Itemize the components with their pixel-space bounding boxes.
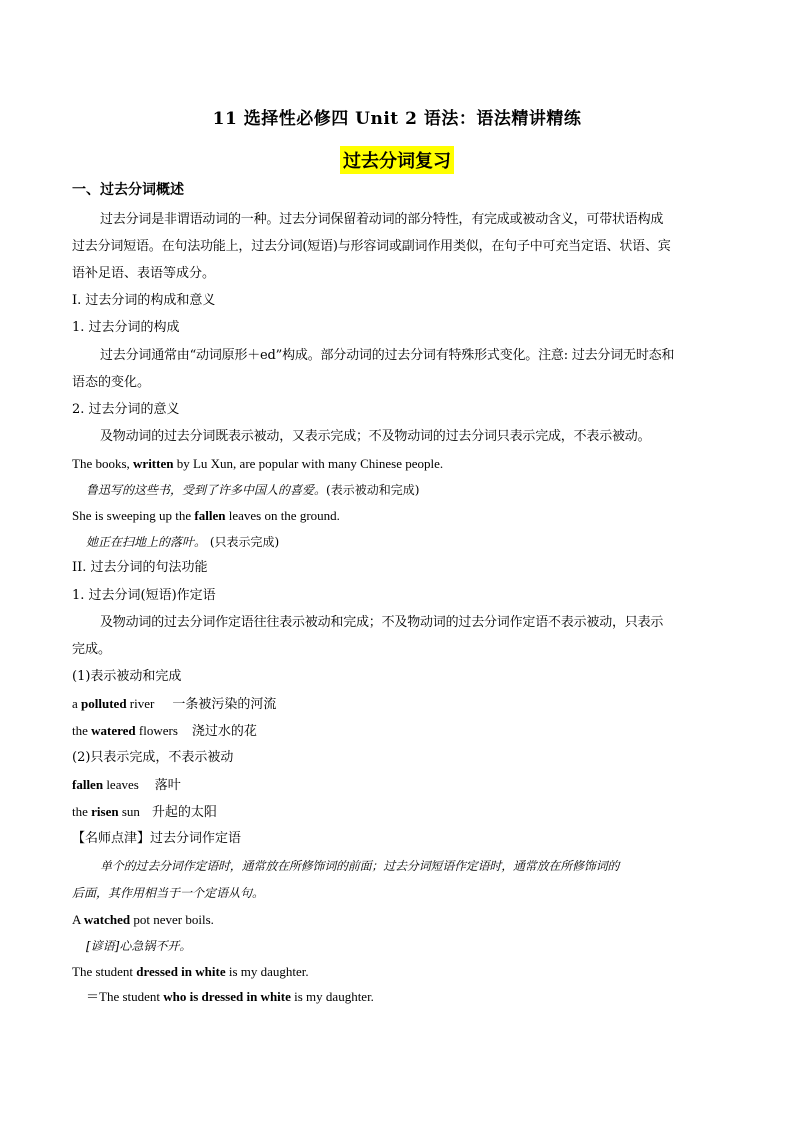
phrase-risen-sun [72, 802, 722, 822]
section1-intro-line1: 过去分词是非谓语动词的一种。过去分词保留着动词的部分特性，有完成或被动含义，可带状语构成 [100, 212, 664, 227]
example5-post: is my daughter. [290, 989, 374, 1004]
example3-keyword: watched [83, 912, 131, 927]
example1-pre: The books, [72, 456, 134, 471]
part1-sub1: 1. 过去分词的构成 [72, 320, 180, 335]
tip-line1: 单个的过去分词作定语时，通常放在所修饰词的前面；过去分词短语作定语时，通常放在所修饰词的 [100, 859, 620, 873]
phrase2-keyword: watered [91, 723, 136, 738]
example3-sentence [72, 910, 722, 930]
phrase4-pre: the [72, 804, 92, 819]
example1-keyword: written [133, 456, 174, 471]
part1-heading: I. 过去分词的构成和意义 [72, 293, 216, 308]
phrase4-keyword: risen [91, 804, 119, 819]
example2-keyword: fallen [194, 508, 226, 523]
phrase2-post: flowers [135, 723, 178, 738]
example3-pre: A [72, 912, 84, 927]
example2-post: leaves on the ground. [225, 508, 340, 523]
example3-translation: [谚语]心急锅不开。 [86, 939, 192, 953]
phrase2-chinese: 浇过水的花 [191, 723, 257, 738]
example1-chinese: 鲁迅写的这些书，受到了许多中国人的喜爱。 [86, 483, 327, 497]
example1-note: (表示被动和完成) [326, 483, 420, 497]
phrase3-post: leaves [103, 777, 139, 792]
part2-sub1-line1: 及物动词的过去分词作定语往往表示被动和完成；不及物动词的过去分词作定语不表示被动，只表示 [100, 615, 664, 630]
example2-sentence [72, 506, 722, 526]
phrase1-keyword: polluted [81, 696, 127, 711]
example1-sentence [72, 454, 722, 474]
part1-sub2: 2. 过去分词的意义 [72, 402, 180, 417]
example4-post: is my daughter. [225, 964, 309, 979]
part2-heading: II. 过去分词的句法功能 [72, 560, 208, 575]
example1-translation [86, 480, 736, 501]
example2-pre: She is sweeping up the [72, 508, 195, 523]
example2-chinese: 她正在扫地上的落叶。 [86, 535, 207, 549]
part2-case1: (1)表示被动和完成 [72, 669, 182, 684]
phrase1-chinese: 一条被污染的河流 [172, 696, 277, 711]
part1-sub1-line2: 语态的变化。 [72, 375, 151, 390]
phrase2-pre: the [72, 723, 92, 738]
part2-case2: (2)只表示完成，不表示被动 [72, 750, 234, 765]
example4-pre: The student [72, 964, 137, 979]
part1-sub2-line1: 及物动词的过去分词既表示被动，又表示完成；不及物动词的过去分词只表示完成，不表示被动。 [100, 429, 651, 444]
example4-sentence [72, 962, 722, 982]
tip-heading: 【名师点津】过去分词作定语 [72, 831, 242, 846]
part2-sub1-line2: 完成。 [72, 642, 112, 657]
example5-pre: ＝The student [86, 989, 164, 1004]
phrase1-post: river [126, 696, 155, 711]
example2-note: (只表示完成) [206, 535, 280, 549]
phrase-polluted-river [72, 694, 722, 714]
subtitle-wrap [0, 146, 794, 174]
example5-sentence [86, 987, 736, 1007]
page-title: 11 选择性必修四 Unit 2 语法：语法精讲精练 [212, 109, 582, 129]
subtitle-highlight: 过去分词复习 [340, 146, 454, 174]
example2-translation [86, 532, 736, 553]
part2-sub1: 1. 过去分词(短语)作定语 [72, 588, 216, 603]
phrase3-chinese: 落叶 [154, 777, 181, 792]
section1-heading: 一、过去分词概述 [72, 182, 184, 198]
phrase-fallen-leaves [72, 775, 722, 795]
phrase1-pre: a [72, 696, 82, 711]
example1-post: by Lu Xun, are popular with many Chinese people. [173, 456, 444, 471]
phrase3-keyword: fallen [72, 777, 104, 792]
example4-keyword: dressed in white [136, 964, 226, 979]
example3-post: pot never boils. [130, 912, 214, 927]
example5-keyword: who is dressed in white [163, 989, 291, 1004]
section1-intro-line3: 语补足语、表语等成分。 [72, 266, 216, 281]
phrase-watered-flowers [72, 721, 722, 741]
part1-sub1-line1: 过去分词通常由“动词原形＋ed”构成。部分动词的过去分词有特殊形式变化。注意: 过去分词无时态和 [100, 348, 675, 363]
tip-line2: 后面，其作用相当于一个定语从句。 [72, 886, 265, 900]
phrase4-chinese: 升起的太阳 [151, 804, 217, 819]
section1-intro-line2: 过去分词短语。在句法功能上，过去分词(短语)与形容词或副词作用类似，在句子中可充当定语、状语、宾 [72, 239, 671, 254]
phrase4-post: sun [118, 804, 140, 819]
